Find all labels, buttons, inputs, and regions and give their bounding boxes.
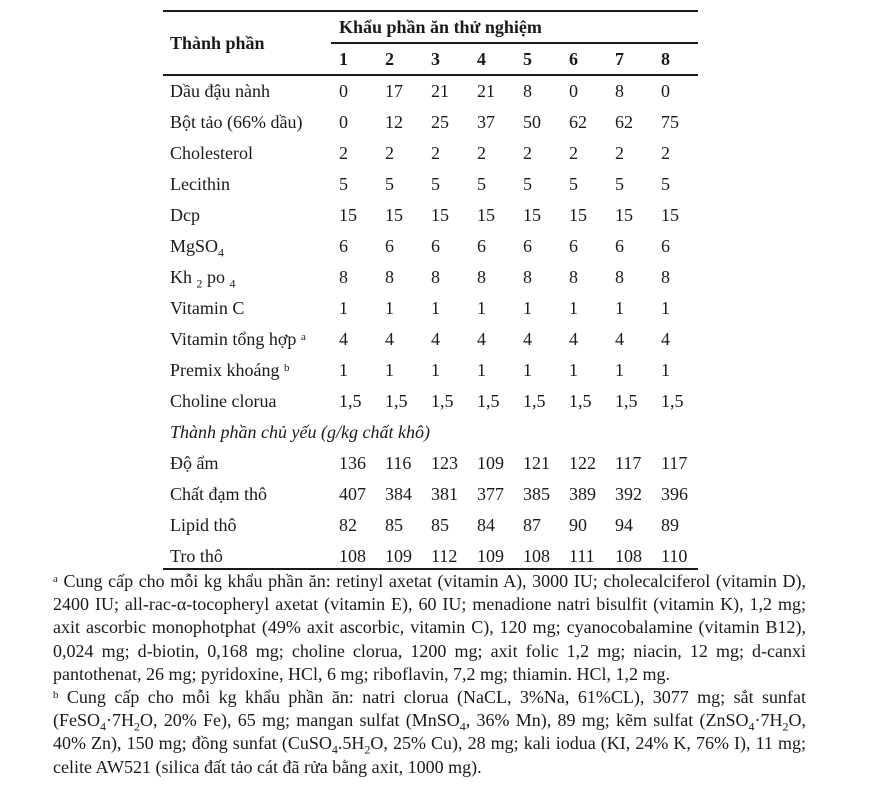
table-cell: 8 bbox=[615, 267, 624, 287]
table-cell: 25 bbox=[431, 112, 449, 132]
table-cell: 1 bbox=[569, 298, 578, 318]
table-cell: 5 bbox=[339, 174, 348, 194]
row-label bbox=[170, 328, 306, 350]
row-label bbox=[170, 173, 230, 195]
table-cell: 6 bbox=[339, 236, 348, 256]
table-cell: 109 bbox=[385, 546, 412, 566]
row-label bbox=[170, 111, 302, 133]
table-cell: 21 bbox=[431, 81, 449, 101]
table-cell: 122 bbox=[569, 453, 596, 473]
footnote-b-text: , 36% Mn), 89 mg; kẽm sulfat (ZnSO bbox=[465, 710, 749, 731]
table-cell: 0 bbox=[661, 81, 670, 101]
footnote-subscript: 4 bbox=[748, 719, 755, 734]
table-cell: 1 bbox=[661, 298, 670, 318]
table-cell: 4 bbox=[569, 329, 578, 349]
table-cell: 89 bbox=[661, 515, 679, 535]
table-cell: 5 bbox=[431, 174, 440, 194]
table-cell: 4 bbox=[523, 329, 532, 349]
table-cell: 84 bbox=[477, 515, 495, 535]
table-cell: 15 bbox=[339, 205, 357, 225]
label-text: Dầu đậu nành bbox=[170, 81, 270, 101]
table-cell: 2 bbox=[385, 143, 394, 163]
row-label bbox=[170, 514, 237, 536]
row-label bbox=[170, 359, 290, 381]
table-cell: 6 bbox=[431, 236, 440, 256]
table-cell: 108 bbox=[339, 546, 366, 566]
table-cell: 0 bbox=[569, 81, 578, 101]
row-label bbox=[170, 235, 225, 260]
table-cell: 1,5 bbox=[431, 391, 454, 411]
footnote-subscript: 4 bbox=[459, 719, 466, 734]
footnote-subscript: 2 bbox=[134, 719, 141, 734]
table-cell: 5 bbox=[523, 174, 532, 194]
column-header-7: 7 bbox=[615, 49, 624, 69]
row-label bbox=[170, 390, 276, 412]
label-text: Cholesterol bbox=[170, 143, 253, 163]
table-cell: 8 bbox=[569, 267, 578, 287]
label-part: Kh bbox=[170, 267, 197, 287]
table-cell: 2 bbox=[477, 143, 486, 163]
table-cell: 109 bbox=[477, 453, 504, 473]
row-label bbox=[170, 80, 270, 102]
table-cell: 389 bbox=[569, 484, 596, 504]
table-cell: 1 bbox=[477, 298, 486, 318]
table-cell: 136 bbox=[339, 453, 366, 473]
header-group-rule bbox=[331, 42, 698, 44]
table-cell: 1,5 bbox=[477, 391, 500, 411]
table-cell: 407 bbox=[339, 484, 366, 504]
table-cell: 392 bbox=[615, 484, 642, 504]
table-cell: 15 bbox=[569, 205, 587, 225]
table-cell: 15 bbox=[523, 205, 541, 225]
table-cell: 377 bbox=[477, 484, 504, 504]
footnote-b-text: ·7H bbox=[754, 710, 783, 731]
table-cell: 94 bbox=[615, 515, 633, 535]
table-cell: 1 bbox=[431, 360, 440, 380]
table-cell: 116 bbox=[385, 453, 412, 473]
row-label bbox=[170, 483, 267, 505]
label-subscript: 4 bbox=[218, 245, 225, 260]
table-cell: 396 bbox=[661, 484, 688, 504]
table-cell: 2 bbox=[431, 143, 440, 163]
table-cell: 6 bbox=[523, 236, 532, 256]
table-cell: 2 bbox=[339, 143, 348, 163]
row-label bbox=[170, 297, 244, 319]
table-cell: 1 bbox=[385, 360, 394, 380]
table-cell: 5 bbox=[661, 174, 670, 194]
table-cell: 15 bbox=[477, 205, 495, 225]
footnote-b-marker: b bbox=[53, 689, 59, 702]
table-cell: 112 bbox=[431, 546, 458, 566]
table-cell: 85 bbox=[431, 515, 449, 535]
table-cell: 110 bbox=[661, 546, 688, 566]
footnote-b-text: Cung cấp cho mỗi kg khẩu phần ăn: natri clorua (NaCL, 3%Na, 61%CL), 3077 mg; sắt sunfat (FeSO bbox=[53, 687, 806, 731]
footnote-marker: a bbox=[300, 331, 306, 343]
table-cell: 8 bbox=[385, 267, 394, 287]
table-cell: 109 bbox=[477, 546, 504, 566]
label-subscript: 2 bbox=[196, 276, 203, 291]
table-cell: 8 bbox=[523, 267, 532, 287]
table-cell: 1,5 bbox=[569, 391, 592, 411]
label-text: Choline clorua bbox=[170, 391, 277, 411]
table-cell: 111 bbox=[569, 546, 595, 566]
table-cell: 8 bbox=[661, 267, 670, 287]
table-cell: 384 bbox=[385, 484, 412, 504]
footnote-b-text: O, 20% Fe), 65 mg; mangan sulfat (MnSO bbox=[140, 710, 460, 731]
label-text: Premix khoáng bbox=[170, 360, 280, 380]
label-text: MgSO bbox=[170, 236, 219, 256]
table-cell: 15 bbox=[431, 205, 449, 225]
table-cell: 62 bbox=[615, 112, 633, 132]
table-cell: 5 bbox=[477, 174, 486, 194]
column-header-3: 3 bbox=[431, 49, 440, 69]
label-text: Vitamin tổng hợp bbox=[170, 329, 297, 349]
table-cell: 5 bbox=[385, 174, 394, 194]
table-cell: 8 bbox=[339, 267, 348, 287]
footnotes bbox=[53, 570, 806, 779]
footnote-subscript: 2 bbox=[364, 743, 371, 758]
footnote-a-text: Cung cấp cho mỗi kg khẩu phần ăn: retinyl axetat (vitamin A), 3000 IU; cholecalciferol (vitamin D), 2400 IU; all-rac-α-tocopheryl axetat (vitamin E), 60 IU; menadione natri bisulfit (vitamin K), 1,2 mg; axit ascorbic monophotphat (49% axit ascorbic, vitamin C), 120 mg; cyanocobalamine (vitamin B12), 0,024 mg; d-biotin, 0,168 mg; choline clorua, 1200 mg; axit folic 1,2 mg; niacin, 12 mg; d-canxi pantothenat, 26 mg; pyridoxine, HCl, 6 mg; riboflavin, 7,2 mg; thiamin. HCl, 1,2 mg. bbox=[53, 571, 806, 684]
table-cell: 381 bbox=[431, 484, 458, 504]
table-top-rule bbox=[163, 10, 698, 12]
table-cell: 1 bbox=[523, 360, 532, 380]
table-cell: 17 bbox=[385, 81, 403, 101]
row-label bbox=[170, 204, 200, 226]
footnote-a bbox=[53, 570, 806, 686]
label-text: Tro thô bbox=[170, 546, 223, 566]
table-cell: 8 bbox=[523, 81, 532, 101]
table-cell: 0 bbox=[339, 81, 348, 101]
table-cell: 108 bbox=[523, 546, 550, 566]
table-cell: 2 bbox=[569, 143, 578, 163]
table-cell: 12 bbox=[385, 112, 403, 132]
footnote-subscript: 4 bbox=[331, 743, 338, 758]
table-cell: 90 bbox=[569, 515, 587, 535]
table-cell: 1 bbox=[477, 360, 486, 380]
table-cell: 1 bbox=[661, 360, 670, 380]
table-cell: 82 bbox=[339, 515, 357, 535]
table-cell: 1 bbox=[569, 360, 578, 380]
table-cell: 1 bbox=[385, 298, 394, 318]
table-cell: 8 bbox=[431, 267, 440, 287]
table-cell: 6 bbox=[615, 236, 624, 256]
table-cell: 15 bbox=[615, 205, 633, 225]
table-cell: 1,5 bbox=[661, 391, 684, 411]
row-label bbox=[170, 452, 219, 474]
column-header-2: 2 bbox=[385, 49, 394, 69]
label-text: Lecithin bbox=[170, 174, 230, 194]
table-cell: 108 bbox=[615, 546, 642, 566]
table-cell: 37 bbox=[477, 112, 495, 132]
label-text: Chất đạm thô bbox=[170, 484, 267, 504]
table-cell: 8 bbox=[477, 267, 486, 287]
table-cell: 1 bbox=[339, 298, 348, 318]
table-cell: 117 bbox=[615, 453, 642, 473]
row-label bbox=[170, 142, 253, 164]
table-cell: 5 bbox=[615, 174, 624, 194]
table-cell: 75 bbox=[661, 112, 679, 132]
table-cell: 1,5 bbox=[523, 391, 546, 411]
table-cell: 1 bbox=[523, 298, 532, 318]
table-cell: 2 bbox=[661, 143, 670, 163]
table-cell: 4 bbox=[661, 329, 670, 349]
table-cell: 4 bbox=[385, 329, 394, 349]
row-label bbox=[170, 266, 236, 291]
label-text: Dcp bbox=[170, 205, 200, 225]
table-cell: 87 bbox=[523, 515, 541, 535]
table-cell: 4 bbox=[615, 329, 624, 349]
table-cell: 6 bbox=[477, 236, 486, 256]
label-part: po bbox=[202, 267, 230, 287]
table-cell: 50 bbox=[523, 112, 541, 132]
footnote-subscript: 4 bbox=[100, 719, 107, 734]
header-group: Khẩu phần ăn thử nghiệm bbox=[339, 17, 542, 37]
header-bottom-rule bbox=[163, 74, 698, 76]
table-cell: 4 bbox=[339, 329, 348, 349]
header-component: Thành phần bbox=[170, 33, 265, 53]
table-cell: 121 bbox=[523, 453, 550, 473]
table-cell: 0 bbox=[339, 112, 348, 132]
label-subscript: 4 bbox=[229, 276, 236, 291]
footnote-b bbox=[53, 686, 806, 779]
table-cell: 5 bbox=[569, 174, 578, 194]
table-cell: 123 bbox=[431, 453, 458, 473]
footnote-b-text: O, 40% Zn), 150 mg; đồng sunfat (CuSO bbox=[53, 710, 806, 754]
table-cell: 4 bbox=[431, 329, 440, 349]
footnote-b-text: O, 25% Cu), 28 mg; kali iodua (KI, 24% K, 76% I), 11 mg; celite AW521 (silica đất tảo cát đã rửa bằng axit, 1000 mg). bbox=[53, 733, 806, 777]
footnote-b-text: .5H bbox=[337, 733, 365, 754]
table-cell: 21 bbox=[477, 81, 495, 101]
label-text: Vitamin C bbox=[170, 298, 245, 318]
section-title: Thành phần chủ yếu (g/kg chất khô) bbox=[170, 422, 430, 442]
table-cell: 85 bbox=[385, 515, 403, 535]
column-header-6: 6 bbox=[569, 49, 578, 69]
table-cell: 6 bbox=[661, 236, 670, 256]
row-label bbox=[170, 545, 223, 567]
table-cell: 6 bbox=[569, 236, 578, 256]
footnote-a-marker: a bbox=[53, 573, 58, 585]
table-cell: 4 bbox=[477, 329, 486, 349]
table-cell: 8 bbox=[615, 81, 624, 101]
table-cell: 1 bbox=[615, 360, 624, 380]
table-cell: 1 bbox=[615, 298, 624, 318]
label-text: Độ ẩm bbox=[170, 453, 219, 473]
column-header-8: 8 bbox=[661, 49, 670, 69]
label-text: Lipid thô bbox=[170, 515, 237, 535]
table-cell: 15 bbox=[661, 205, 679, 225]
footnote-marker: b bbox=[284, 362, 290, 374]
footnote-b-text: ·7H bbox=[106, 710, 135, 731]
table-cell: 385 bbox=[523, 484, 550, 504]
column-header-5: 5 bbox=[523, 49, 532, 69]
footnote-subscript: 2 bbox=[782, 719, 789, 734]
table-cell: 1,5 bbox=[615, 391, 638, 411]
table-cell: 1 bbox=[339, 360, 348, 380]
column-header-1: 1 bbox=[339, 49, 348, 69]
table-cell: 2 bbox=[523, 143, 532, 163]
column-header-4: 4 bbox=[477, 49, 486, 69]
table-cell: 2 bbox=[615, 143, 624, 163]
table-cell: 15 bbox=[385, 205, 403, 225]
table-cell: 62 bbox=[569, 112, 587, 132]
table-cell: 117 bbox=[661, 453, 688, 473]
table-cell: 6 bbox=[385, 236, 394, 256]
table-cell: 1,5 bbox=[339, 391, 362, 411]
label-text: Bột tảo (66% dầu) bbox=[170, 112, 303, 132]
table-cell: 1 bbox=[431, 298, 440, 318]
table-cell: 1,5 bbox=[385, 391, 408, 411]
